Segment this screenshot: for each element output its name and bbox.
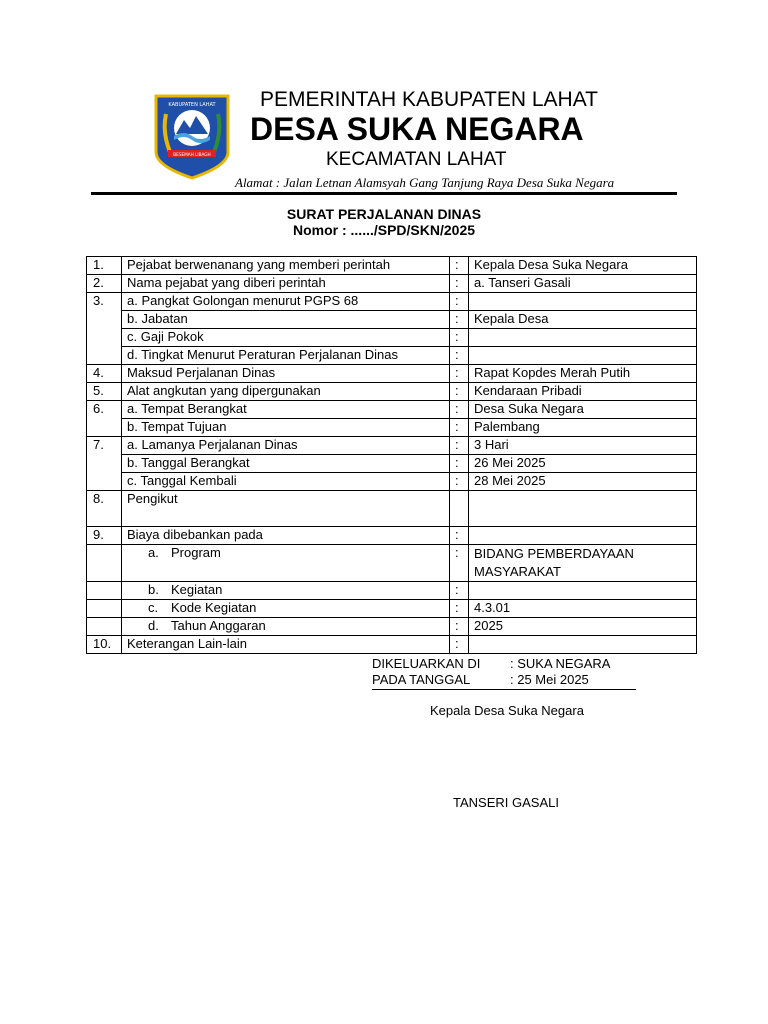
row-value: [469, 293, 697, 311]
village-name: DESA SUKA NEGARA: [250, 111, 584, 147]
issued-at-value: : SUKA NEGARA: [510, 656, 611, 671]
row-colon: :: [450, 636, 469, 654]
table-row: [87, 618, 697, 636]
row-number: 4.: [87, 365, 122, 383]
issue-date-label: PADA TANGGAL: [372, 672, 471, 687]
header-rule: [91, 192, 677, 195]
row-number: [87, 582, 122, 600]
row-number: 1.: [87, 257, 122, 275]
row-colon: :: [450, 419, 469, 437]
row-colon: [450, 491, 469, 527]
row-label: [122, 600, 450, 618]
document-number: Nomor : ....../SPD/SKN/2025: [292, 222, 476, 238]
row-label: Pejabat berwenanang yang memberi perintah: [122, 257, 450, 275]
row-number: [87, 600, 122, 618]
row-number: 6.: [87, 401, 122, 437]
svg-text:BESEMAH LIBAGH: BESEMAH LIBAGH: [173, 152, 211, 157]
row-colon: :: [450, 527, 469, 545]
table-row: [87, 275, 697, 293]
row-value: Kendaraan Pribadi: [469, 383, 697, 401]
row-colon: :: [450, 257, 469, 275]
row-colon: :: [450, 437, 469, 455]
row-label: d. Tingkat Menurut Peraturan Perjalanan Dinas: [122, 347, 450, 365]
table-row: [87, 329, 697, 347]
sub-label: Program: [171, 545, 221, 560]
government-name: PEMERINTAH KABUPATEN LAHAT: [260, 88, 598, 111]
row-value: [469, 491, 697, 527]
sub-label: Tahun Anggaran: [171, 618, 266, 633]
table-row: [87, 293, 697, 311]
issue-date: [372, 672, 589, 687]
table-row: [87, 455, 697, 473]
row-colon: :: [450, 275, 469, 293]
row-number: [87, 545, 122, 582]
row-label: a. Pangkat Golongan menurut PGPS 68: [122, 293, 450, 311]
row-number: 2.: [87, 275, 122, 293]
sub-label: Kode Kegiatan: [171, 600, 257, 615]
table-row: [87, 257, 697, 275]
row-number: 3.: [87, 293, 122, 365]
table-row: [87, 600, 697, 618]
table-row: [87, 311, 697, 329]
row-colon: :: [450, 401, 469, 419]
row-colon: :: [450, 582, 469, 600]
row-label: b. Jabatan: [122, 311, 450, 329]
row-value: 3 Hari: [469, 437, 697, 455]
row-label: a. Tempat Berangkat: [122, 401, 450, 419]
table-row: [87, 365, 697, 383]
row-label: b. Tempat Tujuan: [122, 419, 450, 437]
table-row: [87, 636, 697, 654]
address: Alamat : Jalan Letnan Alamsyah Gang Tanjung Raya Desa Suka Negara: [235, 175, 615, 190]
sub-label: Kegiatan: [171, 582, 223, 597]
table-row: [87, 582, 697, 600]
table-row: [87, 383, 697, 401]
row-value: Kepala Desa: [469, 311, 697, 329]
row-label: b. Tanggal Berangkat: [122, 455, 450, 473]
district-name: KECAMATAN LAHAT: [326, 149, 507, 170]
row-value: [469, 347, 697, 365]
row-value: Kepala Desa Suka Negara: [469, 257, 697, 275]
regency-logo: [154, 94, 230, 180]
row-label: Pengikut: [122, 491, 450, 527]
issued-at: [372, 656, 610, 671]
row-colon: :: [450, 600, 469, 618]
table-row: [87, 545, 697, 582]
row-number: 9.: [87, 527, 122, 545]
row-colon: :: [450, 618, 469, 636]
sub-letter: d.: [148, 618, 159, 633]
row-value: 28 Mei 2025: [469, 473, 697, 491]
table-row: [87, 437, 697, 455]
table-row: [87, 491, 697, 527]
row-label: a. Lamanya Perjalanan Dinas: [122, 437, 450, 455]
row-colon: :: [450, 383, 469, 401]
row-colon: :: [450, 311, 469, 329]
row-label: Nama pejabat yang diberi perintah: [122, 275, 450, 293]
signer-name: TANSERI GASALI: [453, 795, 559, 810]
row-number: 5.: [87, 383, 122, 401]
row-number: 10.: [87, 636, 122, 654]
table-row: [87, 347, 697, 365]
row-colon: :: [450, 473, 469, 491]
row-label: c. Tanggal Kembali: [122, 473, 450, 491]
row-label: [122, 545, 450, 582]
table-row: [87, 473, 697, 491]
row-value: Rapat Kopdes Merah Putih: [469, 365, 697, 383]
sub-letter: a.: [148, 545, 159, 560]
row-colon: :: [450, 545, 469, 582]
table-row: [87, 527, 697, 545]
row-label: Biaya dibebankan pada: [122, 527, 450, 545]
svg-text:KABUPATEN LAHAT: KABUPATEN LAHAT: [168, 102, 216, 108]
row-number: 7.: [87, 437, 122, 491]
issued-at-label: DIKELUARKAN DI: [372, 656, 481, 671]
row-value: 26 Mei 2025: [469, 455, 697, 473]
document-title: SURAT PERJALANAN DINAS: [286, 206, 482, 222]
row-colon: :: [450, 365, 469, 383]
sub-letter: c.: [148, 600, 159, 615]
row-value: [469, 527, 697, 545]
row-colon: :: [450, 293, 469, 311]
signer-title: Kepala Desa Suka Negara: [430, 703, 584, 718]
row-label: [122, 582, 450, 600]
row-value: BIDANG PEMBERDAYAAN MASYARAKAT: [469, 545, 697, 582]
row-value: Desa Suka Negara: [469, 401, 697, 419]
row-value: Palembang: [469, 419, 697, 437]
row-value: a. Tanseri Gasali: [469, 275, 697, 293]
row-number: [87, 618, 122, 636]
row-colon: :: [450, 329, 469, 347]
footer-rule: [372, 689, 636, 690]
row-value: [469, 636, 697, 654]
table-row: [87, 401, 697, 419]
row-label: c. Gaji Pokok: [122, 329, 450, 347]
table-row: [87, 419, 697, 437]
travel-order-table: [86, 256, 697, 654]
row-colon: :: [450, 347, 469, 365]
row-label: Keterangan Lain-lain: [122, 636, 450, 654]
row-value: 4.3.01: [469, 600, 697, 618]
row-value: 2025: [469, 618, 697, 636]
sub-letter: b.: [148, 582, 159, 597]
row-value: [469, 582, 697, 600]
row-label: [122, 618, 450, 636]
issue-date-value: : 25 Mei 2025: [510, 672, 589, 687]
row-value: [469, 329, 697, 347]
row-label: Alat angkutan yang dipergunakan: [122, 383, 450, 401]
row-number: 8.: [87, 491, 122, 527]
row-colon: :: [450, 455, 469, 473]
row-label: Maksud Perjalanan Dinas: [122, 365, 450, 383]
